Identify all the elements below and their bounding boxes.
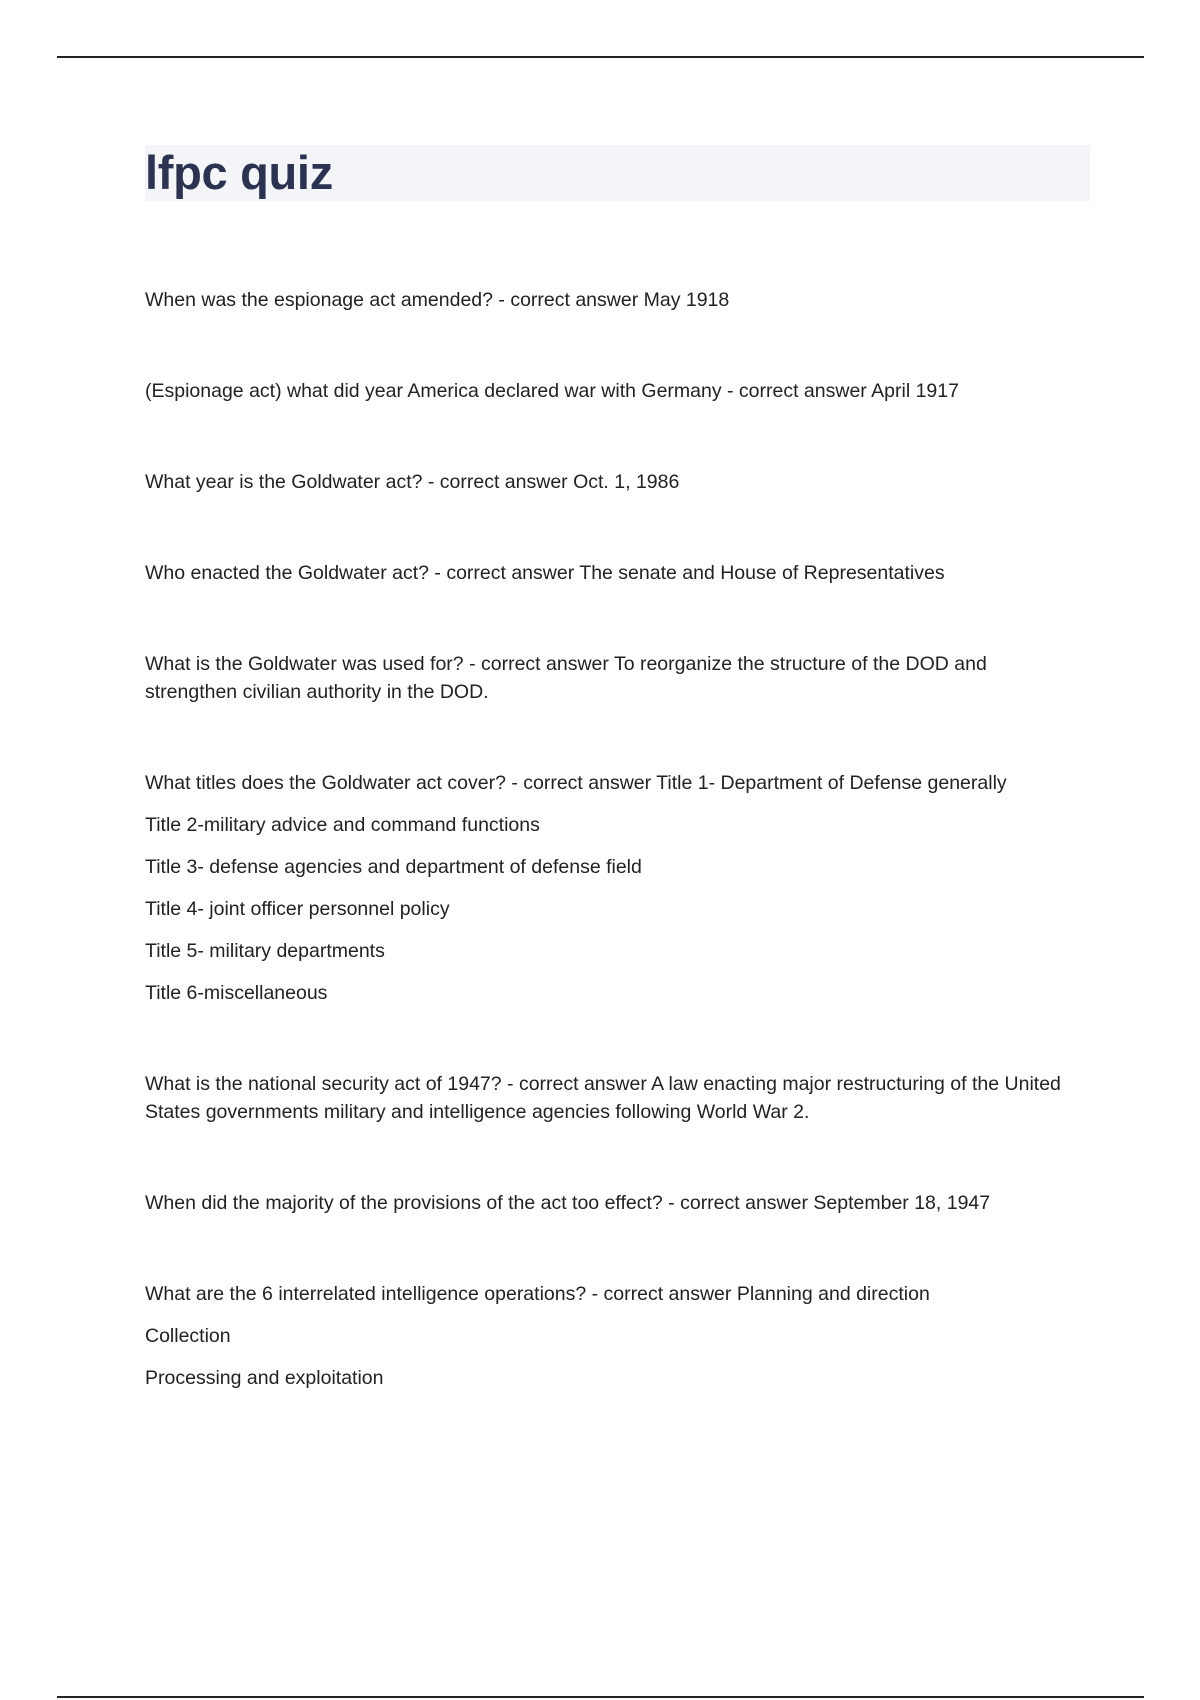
- answer-text: A law enacting major restructuring of the United States governments military and intelligence agencies following World War 2.: [145, 1073, 1061, 1123]
- answer-text: The senate and House of Representatives: [579, 562, 945, 584]
- qa-item: [145, 468, 1065, 496]
- qa-item: [145, 1070, 1065, 1126]
- question-text: What is the Goldwater was used for?: [145, 653, 464, 675]
- answer-separator: - correct answer: [429, 562, 580, 584]
- answer-text: Planning and direction: [736, 1283, 930, 1305]
- answer-line: Title 2-military advice and command functions: [145, 814, 540, 836]
- qa-item: [145, 377, 1065, 405]
- top-divider: [57, 56, 1144, 58]
- qa-item: [145, 1280, 1065, 1392]
- answer-separator: - correct answer: [721, 380, 872, 402]
- answer-separator: - correct answer: [662, 1192, 814, 1214]
- answer-line: Collection: [145, 1325, 231, 1347]
- answer-separator: - correct answer: [492, 289, 644, 311]
- qa-item: [145, 650, 1065, 706]
- answer-text: Oct. 1, 1986: [573, 471, 680, 493]
- answer-separator: - correct answer: [422, 471, 574, 493]
- qa-text: [145, 286, 1065, 314]
- question-text: When did the majority of the provisions of the act too effect?: [145, 1192, 663, 1214]
- qa-text: [145, 1189, 1065, 1217]
- bottom-divider: [57, 1696, 1144, 1698]
- answer-line: Processing and exploitation: [145, 1367, 384, 1389]
- answer-line: Title 6-miscellaneous: [145, 982, 328, 1004]
- qa-item: [145, 559, 1065, 587]
- answer-separator: - correct answer: [463, 653, 614, 675]
- answer-line: Title 5- military departments: [145, 940, 385, 962]
- qa-text: [145, 1070, 1065, 1126]
- question-text: What is the national security act of 1947?: [145, 1073, 502, 1095]
- qa-text: [145, 468, 1065, 496]
- qa-item: [145, 769, 1065, 1007]
- question-text: Who enacted the Goldwater act?: [145, 562, 429, 584]
- answer-line: Title 4- joint officer personnel policy: [145, 898, 450, 920]
- qa-text: [145, 769, 1065, 797]
- qa-text: [145, 1280, 1065, 1308]
- answer-text: Title 1- Department of Defense generally: [656, 772, 1007, 794]
- answer-text: May 1918: [643, 289, 730, 311]
- qa-text: [145, 650, 1065, 706]
- question-text: What titles does the Goldwater act cover?: [145, 772, 506, 794]
- answer-text: To reorganize the structure of the DOD and strengthen civilian authority in the DOD.: [145, 653, 987, 703]
- page-title: lfpc quiz: [145, 146, 333, 199]
- answer-line: Title 3- defense agencies and department of defense field: [145, 856, 642, 878]
- qa-item: [145, 1189, 1065, 1217]
- answer-text: September 18, 1947: [813, 1192, 991, 1214]
- question-text: When was the espionage act amended?: [145, 289, 493, 311]
- answer-separator: - correct answer: [586, 1283, 737, 1305]
- quiz-content: [145, 286, 1065, 1455]
- question-text: What year is the Goldwater act?: [145, 471, 423, 493]
- qa-text: [145, 559, 1065, 587]
- answer-separator: - correct answer: [505, 772, 657, 794]
- qa-text: [145, 377, 1065, 405]
- answer-text: April 1917: [871, 380, 959, 402]
- answer-separator: - correct answer: [501, 1073, 652, 1095]
- question-text: (Espionage act) what did year America declared war with Germany: [145, 380, 722, 402]
- question-text: What are the 6 interrelated intelligence operations?: [145, 1283, 587, 1305]
- qa-item: [145, 286, 1065, 314]
